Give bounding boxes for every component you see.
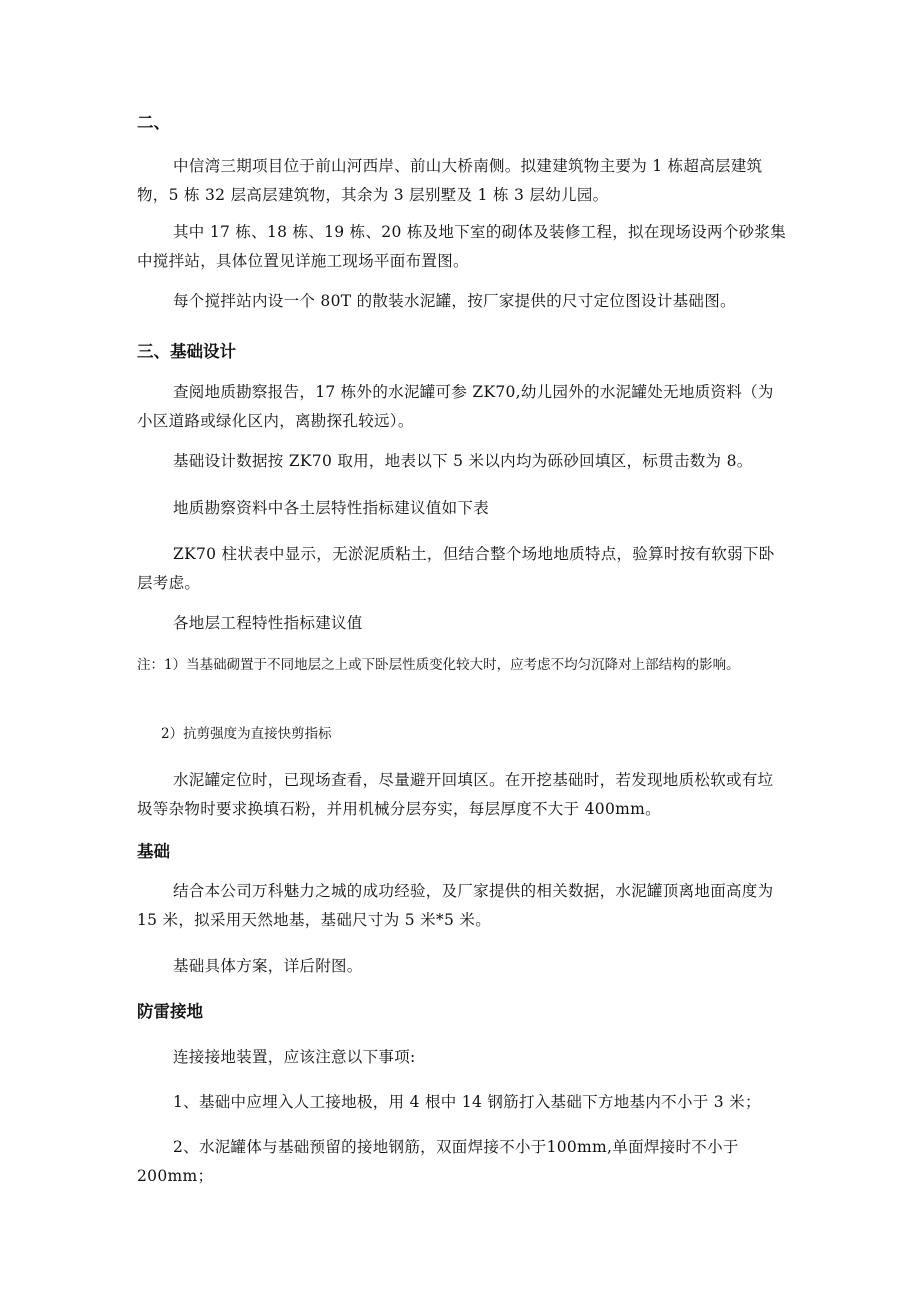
paragraph-layer-indices: 各地层工程特性指标建议值 (173, 614, 363, 632)
paragraph-foundation-experience: 结合本公司万科魅力之城的成功经验，及厂家提供的相关数据，水泥罐顶离地面高度为 15 米，拟采用天然地基，基础尺寸为 5 米*5 米。 (137, 882, 774, 929)
paragraph-soil-table-intro: 地质勘察资料中各土层特性指标建议值如下表 (173, 499, 490, 517)
note-2: 2）抗剪强度为直接快剪指标 (161, 726, 332, 742)
section-3-heading: 三、基础设计 (137, 342, 236, 361)
paragraph-project-location: 中信湾三期项目位于前山河西岸、前山大桥南侧。拟建建筑物主要为 1 栋超高层建筑物，5 栋 32 层高层建筑物，其余为 3 层别墅及 1 栋 3 层幼儿园。 (137, 157, 763, 204)
paragraph-grounding-item-1: 1、基础中应埋入人工接地极，用 4 根中 14 钢筋打入基础下方地基内不小于 3 米； (173, 1093, 761, 1111)
foundation-heading: 基础 (137, 842, 170, 861)
note-1: 注：1）当基础砌置于不同地层之上或下卧层性质变化较大时，应考虑不均匀沉降对上部结构的影响。 (137, 657, 740, 673)
paragraph-mixing-stations: 其中 17 栋、18 栋、19 栋、20 栋及地下室的砌体及装修工程，拟在现场设两个砂浆集中搅拌站，具体位置见详施工现场平面布置图。 (137, 223, 787, 270)
paragraph-zk70-column: ZK70 柱状表中显示，无淤泥质粘土，但结合整个场地地质特点，验算时按有软弱下卧层考虑。 (137, 545, 775, 592)
lightning-protection-heading: 防雷接地 (137, 1002, 203, 1021)
paragraph-cement-tank: 每个搅拌站内设一个 80T 的散装水泥罐，按厂家提供的尺寸定位图设计基础图。 (173, 292, 736, 310)
paragraph-grounding-intro: 连接接地装置，应该注意以下事项: (173, 1048, 416, 1066)
paragraph-geology-report: 查阅地质勘察报告，17 栋外的水泥罐可参 ZK70,幼儿园外的水泥罐处无地质资料（为小区道路或绿化区内，离勘探孔较远）。 (137, 383, 774, 430)
paragraph-grounding-item-2: 2、水泥罐体与基础预留的接地钢筋，双面焊接不小于100mm,单面焊接时不小于200mm； (137, 1138, 739, 1185)
paragraph-tank-positioning: 水泥罐定位时，已现场查看，尽量避开回填区。在开挖基础时，若发现地质松软或有垃圾等杂物时要求换填石粉，并用机械分层夯实，每层厚度不大于 400mm。 (137, 771, 774, 818)
section-2-heading: 二、 (137, 113, 170, 132)
paragraph-foundation-plan: 基础具体方案，详后附图。 (173, 957, 363, 975)
paragraph-design-data: 基础设计数据按 ZK70 取用，地表以下 5 米以内均为砾砂回填区，标贯击数为 8。 (173, 452, 753, 470)
